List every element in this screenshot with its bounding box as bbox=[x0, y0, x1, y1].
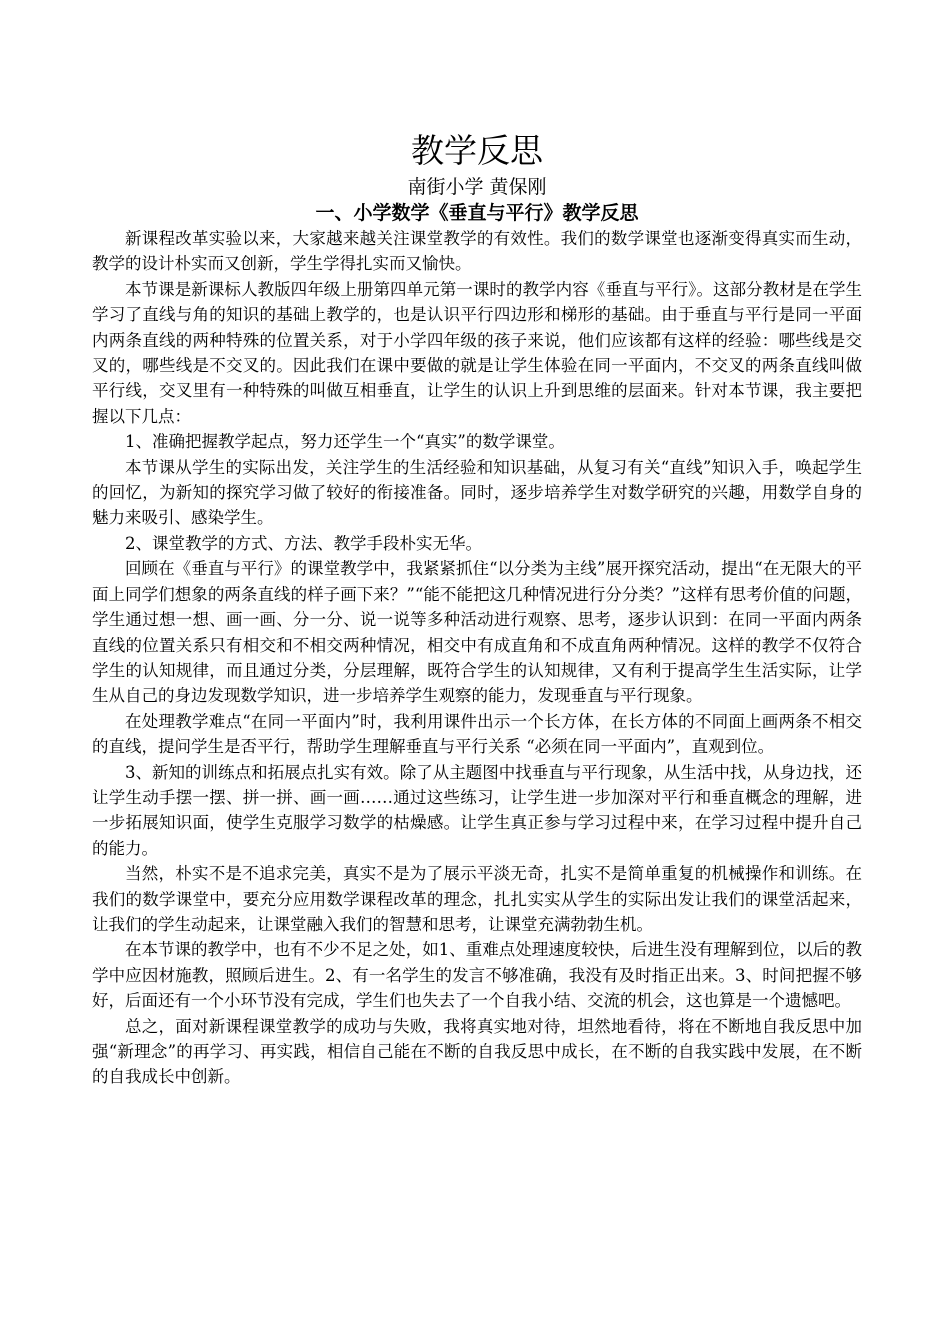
paragraph: 本节课从学生的实际出发，关注学生的生活经验和知识基础，从复习有关“直线”知识入手，唤起学生的回忆，为新知的探究学习做了较好的衔接准备。同时，逐步培养学生对数学研究的兴趣，用数学自身的魅力来吸引、感染学生。 bbox=[92, 457, 862, 528]
paragraph: 在处理教学难点“在同一平面内”时，我利用课件出示一个长方体，在长方体的不同面上画两条不相交的直线，提问学生是否平行，帮助学生理解垂直与平行关系 “必须在同一平面内”，直观到位。 bbox=[92, 711, 862, 757]
paragraph: 总之，面对新课程课堂教学的成功与失败，我将真实地对待，坦然地看待，将在不断地自我反思中加强“新理念”的再学习、再实践，相信自己能在不断的自我反思中成长，在不断的自我实践中发展，在不断的自我成长中创新。 bbox=[92, 1016, 862, 1087]
document-author: 南街小学 黄保刚 bbox=[407, 176, 547, 198]
paragraph: 3、新知的训练点和拓展点扎实有效。除了从主题图中找垂直与平行现象，从生活中找，从身边找，还让学生动手摆一摆、拼一拼、画一画……通过这些练习，让学生进一步加深对平行和垂直概念的理解，进一步拓展知识面，使学生克服学习数学的枯燥感。让学生真正参与学习过程中来，在学习过程中提升自己的能力。 bbox=[92, 762, 862, 858]
paragraph: 当然，朴实不是不追求完美，真实不是为了展示平淡无奇，扎实不是简单重复的机械操作和训练。在我们的数学课堂中，要充分应用数学课程改革的理念，扎扎实实从学生的实际出发让我们的课堂活起来，让我们的学生动起来，让课堂融入我们的智慧和思考，让课堂充满勃勃生机。 bbox=[92, 864, 862, 934]
document-page bbox=[92, 126, 862, 1090]
paragraph: 2、课堂教学的方式、方法、教学手段朴实无华。 bbox=[125, 533, 482, 553]
section-heading: 一、小学数学《垂直与平行》教学反思 bbox=[315, 202, 639, 224]
document-title: 教学反思 bbox=[411, 131, 543, 170]
paragraph: 在本节课的教学中，也有不少不足之处，如1、重难点处理速度较快，后进生没有理解到位，以后的教学中应因材施教，照顾后进生。2、有一名学生的发言不够准确，我没有及时指正出来。3、时间把握不够好，后面还有一个小环节没有完成，学生们也失去了一个自我小结、交流的机会，这也算是一个遗憾吧。 bbox=[92, 940, 862, 1011]
paragraph: 本节课是新课标人教版四年级上册第四单元第一课时的教学内容《垂直与平行》。这部分教材是在学生学习了直线与角的知识的基础上教学的，也是认识平行四边形和梯形的基础。由于垂直与平行是同一平面内两条直线的两种特殊的位置关系，对于小学四年级的孩子来说，他们应该都有这样的经验：哪些线是交叉的，哪些线是不交叉的。因此我们在课中要做的就是让学生体验在同一平面内，不交叉的两条直线叫做平行线，交叉里有一种特殊的叫做互相垂直，让学生的认识上升到思维的层面来。针对本节课，我主要把握以下几点： bbox=[92, 279, 862, 426]
paragraph: 回顾在《垂直与平行》的课堂教学中，我紧紧抓住“以分类为主线”展开探究活动，提出“在无限大的平面上同学们想象的两条直线的样子画下来？”“能不能把这几种情况进行分分类？”这样有思考价值的问题，学生通过想一想、画一画、分一分、说一说等多种活动进行观察、思考，逐步认识到：在同一平面内两条直线的位置关系只有相交和不相交两种情况，相交中有成直角和不成直角两种情况。这样的教学不仅符合学生的认知规律，而且通过分类，分层理解，既符合学生的认知规律，又有利于提高学生生活实际，让学生从自己的身边发现数学知识，进一步培养学生观察的能力，发现垂直与平行现象。 bbox=[92, 559, 862, 706]
paragraph: 新课程改革实验以来，大家越来越关注课堂教学的有效性。我们的数学课堂也逐渐变得真实而生动，教学的设计朴实而又创新，学生学得扎实而又愉快。 bbox=[92, 229, 862, 274]
paragraph: 1、准确把握教学起点，努力还学生一个“真实”的数学课堂。 bbox=[125, 432, 565, 452]
document-body bbox=[92, 226, 862, 1090]
